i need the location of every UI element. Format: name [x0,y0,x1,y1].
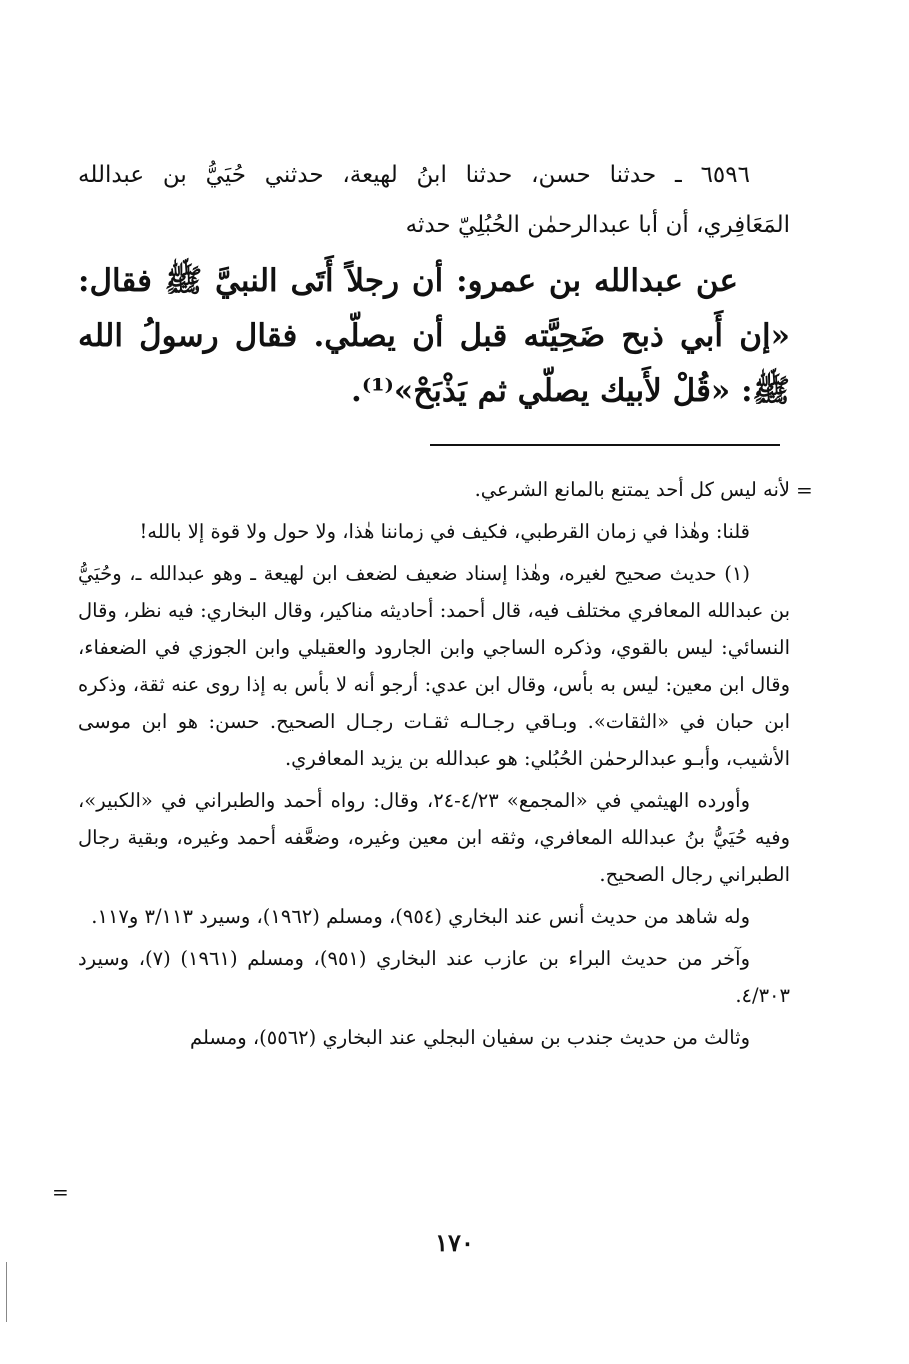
isnad-line-2: المَعَافِري، أن أبا عبدالرحمٰن الحُبُلِيّ حدثه [405,212,790,238]
footnote-separator [430,444,780,446]
footnote-qulna: قلنا: وهٰذا في زمان القرطبي، فكيف في زماننا هٰذا، ولا حول ولا قوة إلا بالله! [139,520,750,543]
page-number: ١٧٠ [435,1228,474,1257]
footnote-1-paragraph-3: وله شاهد من حديث أنس عند البخاري (٩٥٤)، ومسلم (١٩٦٢)، وسيرد ٣/١١٣ و١١٧. [91,905,750,928]
scan-margin-line [6,1262,7,1322]
continuation-mark-bottom: = [52,1180,69,1204]
footnote-continuation: لأنه ليس كل أحد يمتنع بالمانع الشرعي. [474,478,790,501]
footnote-1-paragraph-5: وثالث من حديث جندب بن سفيان البجلي عند البخاري (٥٥٦٢)، ومسلم [189,1026,750,1049]
footnotes [78,471,790,1061]
continuation-mark-top: = [796,478,813,502]
footnote-1-paragraph-2: وأورده الهيثمي في «المجمع» ٤/٢٣-٢٤، وقال: رواه أحمد والطبراني في «الكبير»، وفيه حُيَيُّ بنُ عبدالله المعافري، وثقه ابن معين وغيره، وضعَّفه أحمد وغيره، وبقية رجال الطبراني رجال الصحيح. [78,789,790,886]
matn-text: عن عبدالله بن عمرو: أن رجلاً أَتَى النبيَّ ﷺ فقال: «إن أَبي ذبح ضَحِيَّته قبل أن يصلّي. فقال رسولُ الله ﷺ: «قُلْ لأَبيك يصلّي ثم يَذْبَحْ»⁽¹⁾. [78,263,790,409]
hadith-isnad [78,150,790,250]
footnote-1-paragraph-4: وآخر من حديث البراء بن عازب عند البخاري (٩٥١)، ومسلم (١٩٦١) (٧)، وسيرد ٤/٣٠٣. [78,947,790,1007]
isnad-line-1: ٦٥٩٦ ـ حدثنا حسن، حدثنا ابنُ لهيعة، حدثني حُيَيُّ بن عبدالله [78,162,750,188]
footnote-1-paragraph-1: (١) حديث صحيح لغيره، وهٰذا إسناد ضعيف لضعف ابن لهيعة ـ وهو عبدالله ـ، وحُيَيُّ بن عبدالله المعافري مختلف فيه، قال أحمد: أحاديثه مناكير، وقال البخاري: فيه نظر، وقال النسائي: ليس بالقوي، وذكره الساجي وابن الجارود والعقيلي وابن الجوزي في الضعفاء، وقال ابن معين: ليس به بأس، وقال ابن عدي: أرجو أنه لا بأس به إذا روى عنه ثقة، وذكره ابن حبان في «الثقات». وبـاقي رجـالـه ثقـات رجـال الصحيح. حسن: هو ابن موسى الأشيب، وأبـو عبدالرحمٰن الحُبُلي: هو عبدالله بن يزيد المعافري. [78,562,790,770]
hadith-matn [78,254,790,419]
